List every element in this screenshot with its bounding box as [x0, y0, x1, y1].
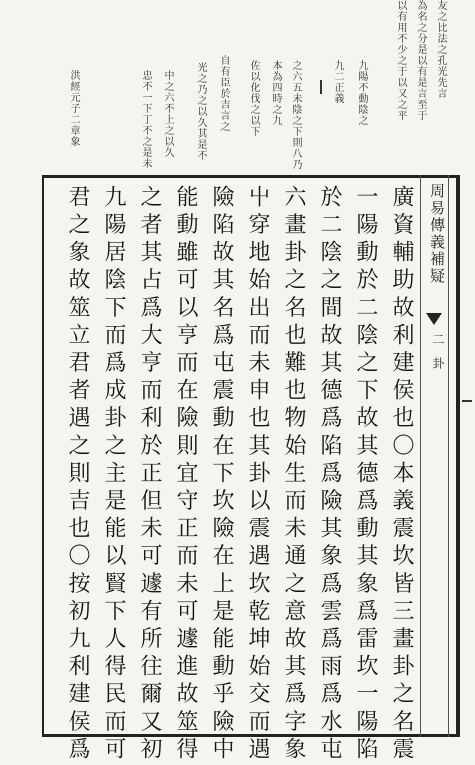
- printed-frame: [42, 175, 460, 765]
- note-column: 佐以化伐之以下: [248, 60, 259, 137]
- text-column: 九陽居陰下而爲成卦之主是能以賢下人得民而可: [101, 185, 126, 765]
- note-column: 洪經元子二章象: [68, 70, 79, 147]
- note-column: 九二正義: [332, 60, 343, 104]
- column-rule: [448, 175, 449, 737]
- frame-right-rule: [456, 175, 460, 737]
- text-column: 君之象故筮立君者遇之則吉也〇按初九利建侯爲: [65, 185, 90, 765]
- ink-mark: [320, 80, 322, 94]
- text-column: 於二陰之間故其德爲陷爲險其象爲雲爲雨爲水屯: [317, 185, 342, 765]
- text-column: 能動雖可以亨而在險則宜守正而未可遽進故筮得: [173, 185, 198, 765]
- fish-tail-mark: [426, 313, 442, 325]
- note-column: 為名之分是以有是言至于: [415, 0, 426, 121]
- note-column: 忠不一下丁不之是未: [140, 70, 151, 169]
- note-column: 本為四時之九: [270, 60, 281, 126]
- text-column: 之者其占爲大亨而利於正但未可遽有所往爾又初: [137, 185, 162, 765]
- note-column: 之六五未陰之下則八乃: [290, 60, 301, 170]
- text-column: 一陽動於二陰之下故其德爲動其象爲雷坎一陽陷: [353, 185, 378, 765]
- note-column: 自有臣於吉言之: [218, 55, 229, 132]
- note-column: 九陽不動陰之: [356, 60, 367, 126]
- margin-page-number: 二: [431, 333, 445, 345]
- margin-section: 卦: [431, 357, 445, 369]
- text-column: 險陷故其名爲屯震動在下坎險在上是能動乎險中: [209, 185, 234, 765]
- handwritten-notes: [50, 0, 465, 170]
- text-column: 六畫卦之名也難也物始生而未通之意故其爲字象: [281, 185, 306, 765]
- spine-mark: [462, 400, 472, 402]
- note-column: 中之六不上之以久: [162, 70, 173, 158]
- text-column: 屮穿地始出而未申也其卦以震遇坎乾坤始交而遇: [245, 185, 270, 765]
- frame-left-rule: [42, 175, 44, 737]
- column-rule: [420, 175, 421, 737]
- margin-book-title: 周易傳義補疑: [428, 183, 446, 285]
- text-column: 廣資輔助故利建侯也〇本義震坎皆三畫卦之名震: [389, 185, 414, 765]
- note-column: 光之乃之以久其是不: [195, 62, 206, 161]
- note-column: 以有用不少之于以又之平: [395, 0, 406, 121]
- frame-top-rule: [42, 175, 460, 178]
- note-column: 友之比法之孔光先言: [435, 0, 446, 99]
